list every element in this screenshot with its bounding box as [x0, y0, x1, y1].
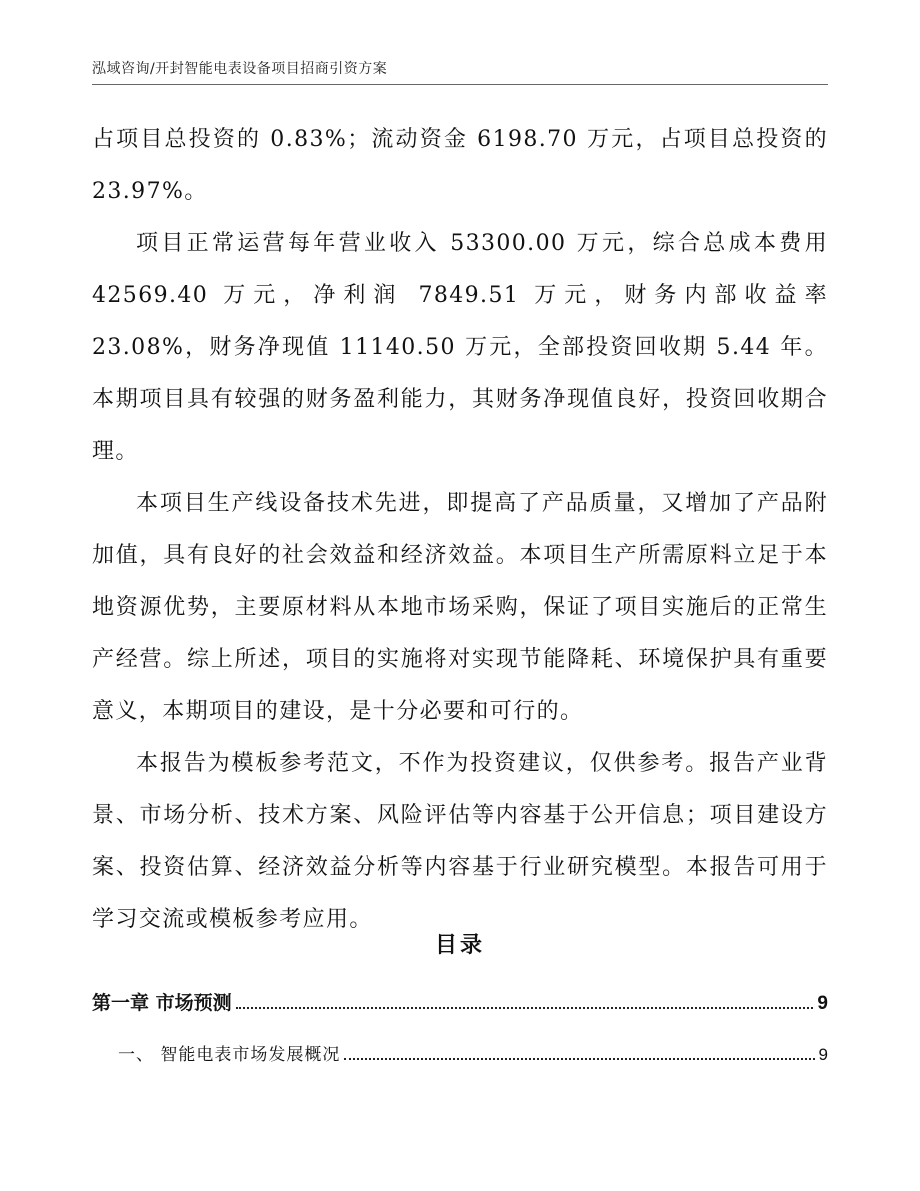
toc-title: 目录: [434, 933, 485, 958]
toc-entry-label: 第一章 市场预测: [92, 992, 232, 1014]
header-divider: [92, 84, 828, 85]
paragraph-disclaimer: 本报告为模板参考范文，不作为投资建议，仅供参考。报告产业背景、市场分析、技术方案、风险评估等内容基于公开信息；项目建设方案、投资估算、经济效益分析等内容基于行业研究模型。本报告可用于学习交流或模板参考应用。: [92, 751, 828, 932]
toc-entry-label: 一、 智能电表市场发展概况: [118, 1045, 341, 1065]
paragraph-continuation: 占项目总投资的 0.83%；流动资金 6198.70 万元，占项目总投资的 23.97%。: [92, 127, 828, 204]
paragraph-financials: 项目正常运营每年营业收入 53300.00 万元，综合总成本费用 42569.40 万元，净利润 7849.51 万元，财务内部收益率 23.08%，财务净现值 11140.50 万元，全部投资回收期 5.44 年。本期项目具有较强的财务盈利能力，其财务净现值良好，投资回收期合理。: [92, 231, 828, 464]
toc-entry-section-1-1[interactable]: [118, 1040, 828, 1065]
toc-entry-chapter-1[interactable]: [92, 988, 828, 1015]
toc-page-number: 9: [818, 1045, 828, 1064]
toc-leader-dots: [344, 1058, 814, 1060]
document-body: [92, 114, 828, 946]
toc-leader-dots: [236, 1007, 814, 1009]
toc-page-number: 9: [817, 993, 828, 1014]
paragraph-benefits: 本项目生产线设备技术先进，即提高了产品质量，又增加了产品附加值，具有良好的社会效益和经济效益。本项目生产所需原料立足于本地资源优势，主要原材料从本地市场采购，保证了项目实施后的正常生产经营。综上所述，项目的实施将对实现节能降耗、环境保护具有重要意义，本期项目的建设，是十分必要和可行的。: [92, 491, 828, 724]
running-header: 泓域咨询/开封智能电表设备项目招商引资方案: [92, 61, 388, 77]
